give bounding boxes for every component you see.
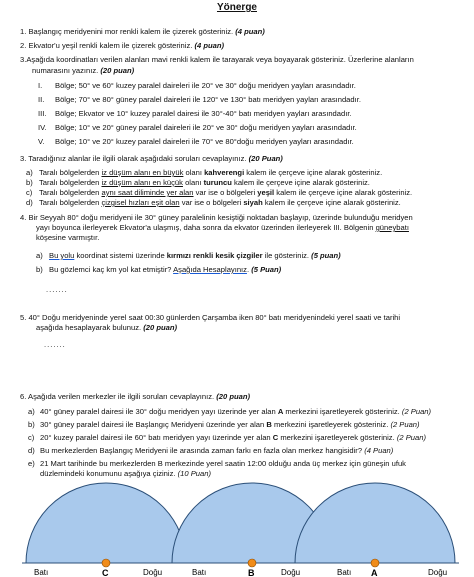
points-label: (2 Puan) (396, 433, 426, 442)
sub-question-d: d) Taralı bölgelerden çizgisel hızları eşit olan var ise o bölgeleri siyah kalem ile çerçeve içine alarak gösteriniz. (26, 198, 401, 207)
underlined-text: aynı saat diliminde yer alan (101, 188, 194, 197)
points-label: (5 Puan) (251, 265, 282, 274)
region-text: Bölge; 50° ve 60° kuzey paralel daireleri ile 20° ve 30° doğu meridyen yayları arasındadır. (55, 81, 356, 90)
question-6e-line-1: e) 21 Mart tarihinde bu merkezlerden B merkezinde yerel saatin 12:00 olduğu anda üç merkez için güneşin ufuk (28, 459, 406, 468)
horizon-diagram-c (22, 483, 190, 577)
question-6d: d) Bu merkezlerden Başlangıç Meridyeni ile arasında zaman farkı en fazla olan merkez hangisidir? (4 Puan) (28, 446, 394, 455)
region-text: Bölge; 10° ve 20° kuzey paralel daireleri ile 70° ve 80°doğu meridyen yayları arasındadır. (55, 137, 354, 146)
east-label: Doğu (428, 568, 448, 577)
answer-placeholder: ....... (46, 285, 68, 294)
question-4a: a) Bu yolu koordinat sistemi üzerinde kırmızı renkli kesik çizgiler ile gösteriniz. (5 puan) (36, 251, 341, 260)
question-6: 6. Aşağıda verilen merkezler ile ilgili soruları cevaplayınız. (20 puan) (20, 392, 251, 401)
observer-dot (102, 559, 110, 567)
center-label: C (102, 568, 109, 577)
west-label: Batı (34, 568, 49, 577)
west-label: Batı (337, 568, 352, 577)
east-label: Doğu (281, 568, 301, 577)
question-2-points: (4 puan) (194, 41, 225, 50)
points-label: (10 Puan) (177, 469, 211, 478)
question-3-line-1: 3.Aşağıda koordinatları verilen alanları mavi renkli kalem ile tarayarak veya boyayarak gösteriniz. Üzerlerine alanların (20, 55, 414, 64)
question-6c: c) 20° kuzey paralel dairesi ile 60° batı meridyen yayı üzerinde yer alan C merkezini işaretleyerek gösteriniz. (2 Puan) (28, 433, 426, 442)
question-3-points: (20 puan) (100, 66, 135, 75)
points-label: (20 puan) (216, 392, 251, 401)
bold-text: siyah (243, 198, 263, 207)
points-label: (2 Puan) (401, 407, 432, 416)
region-number: I. (38, 81, 43, 90)
question-1-text: 1. Başlangıç meridyenini mor renkli kalem ile çizerek gösteriniz. (20, 27, 234, 36)
question-2-text: 2. Ekvator'u yeşil renkli kalem ile çizerek gösteriniz. (20, 41, 193, 50)
question-4-line-3: köşesine varmıştır. (36, 233, 100, 242)
region-text: Bölge; Ekvator ve 10° kuzey paralel dairesi ile 30°-40° batı meridyen yayları arasındadır. (55, 109, 352, 118)
answer-placeholder: ....... (44, 340, 66, 349)
question-4-line-1: 4. Bir Seyyah 80° doğu meridyeni ile 30° güney paralelinin kesiştiği noktadan başlayıp, üzerinde bulunduğu meridyen (20, 213, 413, 222)
region-number: III. (38, 109, 47, 118)
underlined-text: çizgisel hızları eşit olan (101, 198, 180, 207)
question-3b-text: 3. Taradığınız alanlar ile ilgili olarak aşağıdaki soruları cevaplayınız. (20, 154, 247, 163)
page-title: Yönerge (216, 2, 257, 13)
question-1-points: (4 puan) (235, 27, 265, 36)
bold-text: yeşil (257, 188, 275, 197)
region-number: IV. (38, 123, 47, 132)
underlined-text: Aşağıda Hesaplayınız (173, 265, 247, 274)
center-label: A (371, 568, 378, 577)
question-6a: a) 40° güney paralel dairesi ile 30° doğu meridyen yayı üzerinde yer alan A merkezini işaretleyerek gösteriniz. (2 Puan) (28, 407, 432, 416)
sky-dome (26, 483, 186, 563)
sub-question-a: a) Taralı bölgelerden iz düşüm alanı en büyük olanı kahverengi kalem ile çerçeve içine alarak gösteriniz. (26, 168, 383, 177)
question-3-line-2-text: numarasını yazınız. (32, 66, 99, 75)
underlined-text: Bu yolu (49, 251, 75, 260)
horizon-diagram-a (291, 483, 459, 577)
west-label: Batı (192, 568, 207, 577)
bold-text: kırmızı renkli kesik çizgiler (166, 251, 263, 260)
sub-question-c: c) Taralı bölgelerden aynı saat diliminde yer alan var ise o bölgeleri yeşil kalem ile çerçeve içine alarak gösteriniz. (26, 188, 413, 197)
center-label: B (248, 568, 255, 577)
question-5-line-2: aşağıda hesaplayarak bulunuz. (20 puan) (36, 323, 178, 332)
question-6b: b) 30° güney paralel dairesi ile Başlangıç Meridyeni üzerinde yer alan B merkezini işaretleyerek gösteriniz. (2 Puan) (28, 420, 420, 429)
sub-question-b: b) Taralı bölgelerden iz düşüm alanı en küçük olanı turuncu kalem ile çerçeve içine alarak gösteriniz. (26, 178, 370, 187)
bold-text: kahverengi (204, 168, 245, 177)
points-label: (2 Puan) (390, 420, 420, 429)
question-4-line-2: yayı boyunca ilerleyerek Ekvator'a ulaşmış, daha sonra da ekvator üzerinden ilerleyerek III. Bölgenin güneybatı (36, 223, 409, 232)
bold-text: turuncu (203, 178, 232, 187)
underlined-text: güneybatı (375, 223, 409, 232)
question-3b-points: (20 Puan) (248, 154, 283, 163)
east-label: Doğu (143, 568, 163, 577)
question-4b: b) Bu gözlemci kaç km yol kat etmiştir? Aşağıda Hesaplayınız. (5 Puan) (36, 265, 282, 274)
points-label: (4 Puan) (364, 446, 394, 455)
underlined-text: iz düşüm alanı en küçük (101, 178, 183, 187)
points-label: (5 puan) (311, 251, 341, 260)
underlined-text: iz düşüm alanı en büyük (101, 168, 184, 177)
region-text: Bölge; 70° ve 80° güney paralel daireleri ile 120° ve 130° batı meridyen yayları arasındadır. (55, 95, 361, 104)
observer-dot (248, 559, 256, 567)
question-5-line-1: 5. 40° Doğu meridyeninde yerel saat 00:30 günlerden Çarşamba iken 80° batı meridyenindeki yerel saati ve tarihi (20, 313, 401, 322)
region-text: Bölge; 10° ve 20° güney paralel daireleri ile 20° ve 30° doğu meridyen yayları arasındadır. (55, 123, 357, 132)
observer-dot (371, 559, 379, 567)
question-6e-line-2: düzlemindeki konumunu aşağıya çiziniz. (10 Puan) (40, 469, 211, 478)
points-label: (20 puan) (143, 323, 178, 332)
sky-dome (295, 483, 455, 563)
region-number: V. (38, 137, 45, 146)
region-number: II. (38, 95, 45, 104)
